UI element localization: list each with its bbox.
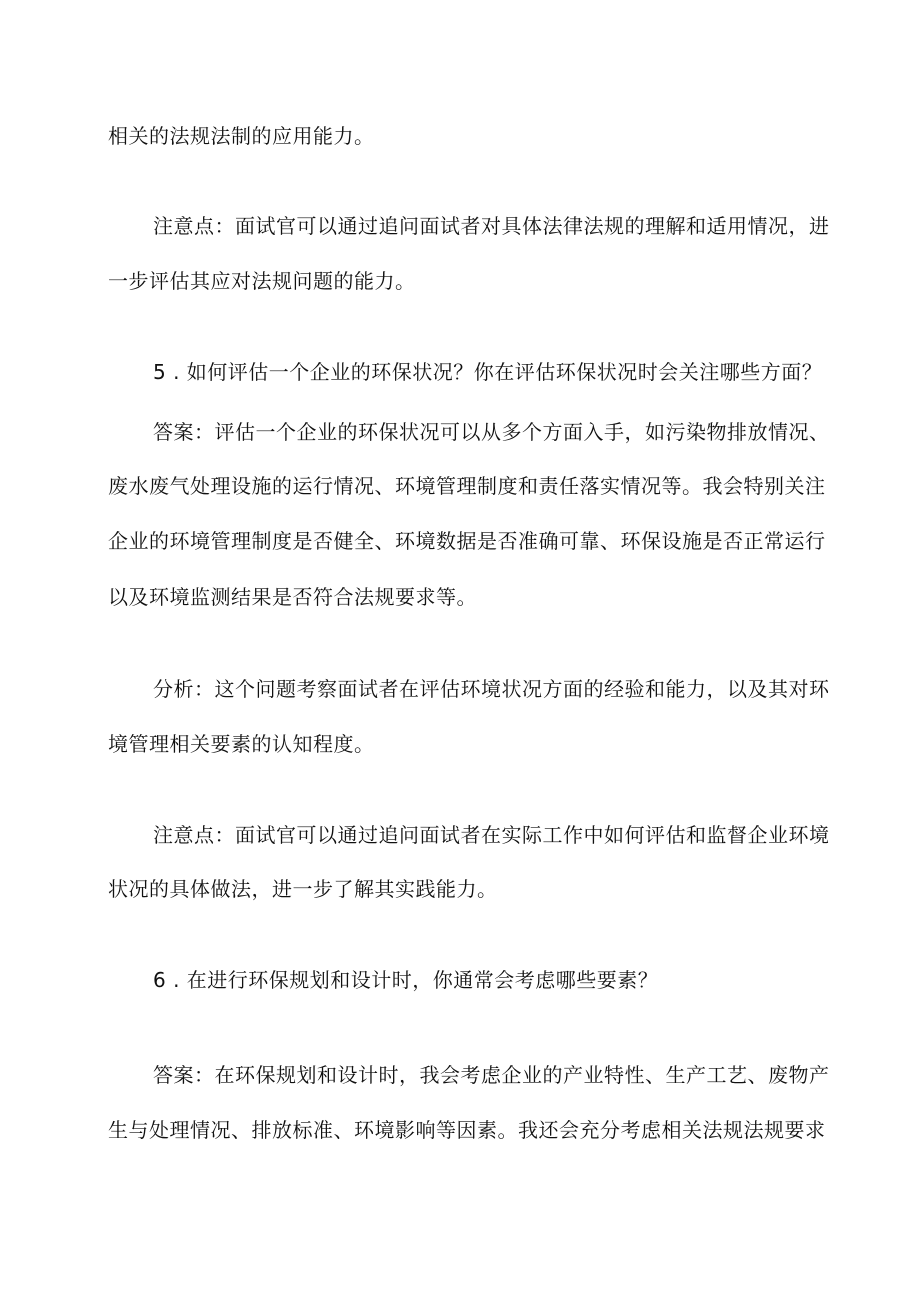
text-line: 注意点：面试官可以通过追问面试者在实际工作中如何评估和监督企业环境 [153,823,830,847]
text-line: 生与处理情况、排放标准、环境影响等因素。我还会充分考虑相关法规法规要求 [108,1118,826,1142]
text-line: 境管理相关要素的认知程度。 [108,732,375,756]
question-heading: 5 . 如何评估一个企业的环保状况？你在评估环保状况时会关注哪些方面？ [153,360,823,384]
text-line: 状况的具体做法，进一步了解其实践能力。 [108,877,498,901]
text-line: 一步评估其应对法规问题的能力。 [108,269,416,293]
text-line: 答案：在环保规划和设计时，我会考虑企业的产业特性、生产工艺、废物产 [153,1063,830,1087]
text-line: 注意点：面试官可以通过追问面试者对具体法律法规的理解和适用情况，进 [153,214,830,238]
text-line: 相关的法规法制的应用能力。 [108,124,375,148]
text-line: 分析：这个问题考察面试者在评估环境状况方面的经验和能力，以及其对环 [153,677,830,701]
text-line: 废水废气处理设施的运行情况、环境管理制度和责任落实情况等。我会特别关注 [108,474,826,498]
question-heading: 6 . 在进行环保规划和设计时，你通常会考虑哪些要素？ [153,968,659,992]
text-line: 以及环境监测结果是否符合法规要求等。 [108,585,477,609]
text-line: 答案：评估一个企业的环保状况可以从多个方面入手，如污染物排放情况、 [153,420,830,444]
text-line: 企业的环境管理制度是否健全、环境数据是否准确可靠、环保设施是否正常运行 [108,529,826,553]
